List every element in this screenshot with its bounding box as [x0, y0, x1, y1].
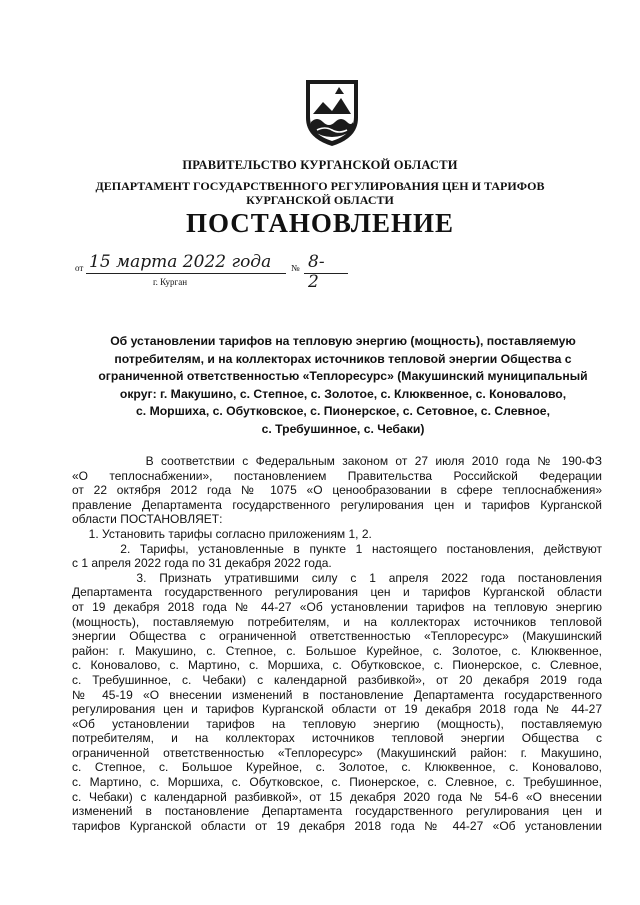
body-line: тарифов Курганской области от 19 декабря 2018 года № 44-27 «Об установлении	[72, 818, 602, 833]
body-line: регулирования цен и тарифов Курганской области от 19 декабря 2018 года № 44-27	[72, 702, 602, 717]
body-line: с. Мартино, с. Моршиха, с. Обутковское, с. Пионерское, с. Слевное, с. Требушинное,	[72, 775, 602, 790]
kurgan-oblast-emblem-icon	[303, 78, 361, 148]
body-line: области ПОСТАНОВЛЯЕТ:	[72, 512, 223, 527]
body-line: энергии Общества с ограниченной ответственностью «Теплоресурс» (Макушинский	[72, 629, 602, 644]
subject-line: с. Требушинное, с. Чебаки)	[261, 421, 425, 436]
city-label: г. Курган	[153, 277, 188, 287]
body-line: с. Чебаки) с календарной разбивкой», от 15 декабря 2020 года № 54-6 «О внесении	[72, 789, 602, 804]
number-underline	[304, 273, 348, 274]
body-line: изменений в постановление Департамента государственного регулирования цен и	[72, 804, 602, 819]
body-line: от 22 октября 2012 года № 1075 «О ценообразовании в сфере теплоснабжения»	[72, 483, 602, 498]
body-line: район: г. Макушино, с. Степное, с. Большое Курейное, с. Золотое, с. Клюквенное,	[72, 643, 602, 658]
document-subject	[78, 333, 608, 439]
handwritten-number: 8-2	[308, 252, 325, 292]
subject-line: потребителям, и на коллекторах источников тепловой энергии Общества с	[114, 351, 572, 366]
body-line: от 19 декабря 2018 года № 44-27 «Об установлении тарифов на тепловую энергию	[72, 599, 602, 614]
department-name	[0, 179, 640, 207]
body-line: с. Коновалово, с. Мартино, с. Моршиха, с. Обутковское, с. Пионерское, с. Слевное,	[72, 658, 602, 673]
body-line: «Об установлении тарифов на тепловую энергию (мощность), поставляемую	[72, 716, 602, 731]
document-body	[72, 454, 602, 833]
date-underline	[86, 273, 286, 274]
body-line: 2. Тарифы, установленные в пункте 1 настоящего постановления, действуют	[72, 541, 602, 556]
department-line-1: ДЕПАРТАМЕНТ ГОСУДАРСТВЕННОГО РЕГУЛИРОВАНИЯ ЦЕН И ТАРИФОВ	[95, 179, 545, 193]
body-line: с. Степное, с. Большое Курейное, с. Золотое, с. Клюквенное, с. Коновалово,	[72, 760, 602, 775]
body-line: (мощность), поставляемую потребителям, и на коллекторах источников тепловой	[72, 614, 602, 629]
subject-line: ограниченной ответственностью «Теплоресурс» (Макушинский муниципальный	[98, 369, 588, 384]
body-line: ограниченной ответственностью «Теплоресурс» (Макушинский район: г. Макушино,	[72, 745, 602, 760]
body-line: потребителям, и на коллекторах источников тепловой энергии Общества с	[72, 731, 602, 746]
body-line: с. Требушинное, с. Чебаки) с календарной разбивкой», от 20 декабря 2019 года	[72, 672, 602, 687]
body-line: № 45-19 «О внесении изменений в постановление Департамента государственного	[72, 687, 602, 702]
body-line: 1. Установить тарифы согласно приложениям 1, 2.	[72, 526, 372, 541]
body-line: 3. Признать утратившими силу с 1 апреля 2022 года постановления	[72, 570, 602, 585]
handwritten-date: 15 марта 2022 года	[89, 252, 272, 272]
body-line: Департамента государственного регулирования цен и тарифов Курганской области	[72, 585, 602, 600]
body-line: «О теплоснабжении», постановлением Правительства Российской Федерации	[72, 468, 602, 483]
subject-line: Об установлении тарифов на тепловую энергию (мощность), поставляемую	[110, 334, 576, 348]
government-name: ПРАВИТЕЛЬСТВО КУРГАНСКОЙ ОБЛАСТИ	[182, 158, 458, 172]
body-line: с 1 апреля 2022 года по 31 декабря 2022 года.	[72, 556, 332, 571]
subject-line: с. Моршиха, с. Обутковское, с. Пионерское, с. Сетовное, с. Слевное,	[136, 404, 550, 419]
body-line: правление Департамента государственного регулирования цен и тарифов Курганской	[72, 497, 602, 512]
subject-line: округ: г. Макушино, с. Степное, с. Золотое, с. Клюквенное, с. Коновалово,	[119, 386, 567, 401]
body-line: В соответствии с Федеральным законом от 27 июля 2010 года № 190-ФЗ	[72, 454, 602, 468]
department-line-2: КУРГАНСКОЙ ОБЛАСТИ	[246, 193, 394, 207]
document-type-title: ПОСТАНОВЛЕНИЕ	[185, 208, 455, 238]
number-prefix: №	[291, 263, 300, 273]
date-prefix: от	[75, 263, 84, 273]
